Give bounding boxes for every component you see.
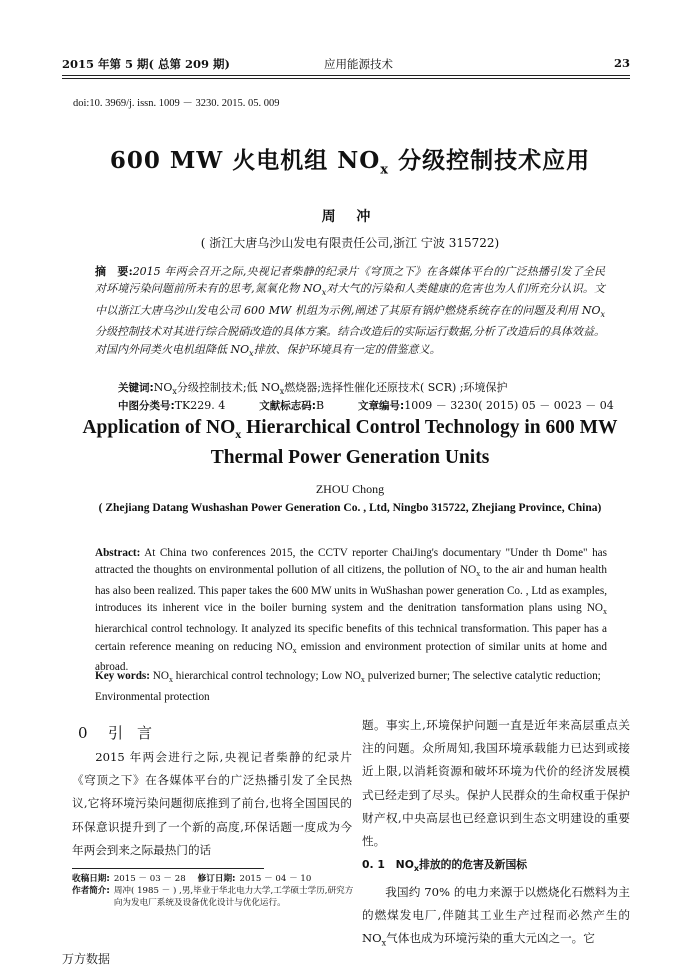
author-en: ZHOU Chong <box>315 482 385 496</box>
title-cn: 600 MW 火电机组 $NO_x$ 分级控制技术应用 <box>109 147 591 178</box>
section-number: 0 <box>78 724 88 742</box>
footer-watermark: 万方数据 <box>62 952 111 966</box>
abstract-en-label: Abstract: <box>95 547 141 559</box>
classification-line: 中图分类号:TK229. 4 文献标志码:B 文章编号:1009 － 3230( 2015) 05 － 0023 － 04 <box>118 399 614 412</box>
body-column-right <box>362 714 630 955</box>
author-cn: 周 冲 <box>321 209 379 225</box>
subsection-heading: 0. 1 $NO_x$排放的的危害及新国标 <box>362 858 528 874</box>
keywords-en: Key words: $NO_x$ hierarchical control technology; Low $NO_x$ pulverized burner; The selective catalytic reduction; Environmental protection <box>95 670 601 703</box>
section-heading-intro <box>78 722 166 743</box>
article-number: 1009 － 3230( 2015) 05 － 0023 － 04 <box>404 399 614 412</box>
revised-date: 2015 － 04 － 10 <box>239 874 312 884</box>
section-title: 引言 <box>108 724 167 742</box>
affiliation-cn: ( 浙江大唐乌沙山发电有限责任公司,浙江 宁波 315722) <box>200 236 500 250</box>
footnote-rule <box>72 868 264 869</box>
page-number: 23 <box>613 56 630 70</box>
abstract-cn: 摘 要:2015 年两会召开之际,央视记者柴静的纪录片《穹顶之下》在各媒体平台的广泛热播引发了全民对环境污染问题前所未有的思考,氮氧化物 $NO_x$对大气的污染和人类健康的危害也为人们所充分认识。文中以浙江大唐乌沙山发电公司 600 MW 机组为示例,阐述了其原有锅炉燃烧系统存在的问题及利用 $NO_x$分级控制技术对其进行综合脱硝改造的具体方案。结合改造后的实际运行数据,分析了改造后的具体效益。对国内外同类火电机组降低 $NO_x$排放、保护环境具有一定的借鉴意义。 <box>95 265 606 358</box>
keywords-cn-label: 关键词: <box>118 382 154 394</box>
clc-number: TK229. 4 <box>174 399 226 412</box>
abstract-en: Abstract: At China two conferences 2015, the CCTV reporter ChaiJing's documentary "Under th Dome" has attracted the thoughts on environmental pollution of all citizens, the pollution of $NO_x$ to the air and human health has also been realized. This paper takes the 600 MW units in WuShashan power generation Co. , Ltd as examples, introduces its inherent vice in the boiler burning system and the denitration tansformation plans using $NO_x$ hierarchical control technology. It analyzed its specific benefits of this technical transformation. This paper has a certain reference meaning on reducing $NO_x$ emission and environment protection of similar units at home and abroad. <box>95 547 608 674</box>
abstract-cn-label: 摘 要: <box>95 265 133 278</box>
header-rule-thin <box>62 78 630 79</box>
author-bio: 周冲( 1985 － ) ,男,毕业于华北电力大学,工学硕士学历,研究方向为发电厂系统及设备优化设计与优化运行。 <box>113 886 354 908</box>
issue-info: 2015 年第 5 期( 总第 209 期) <box>62 57 230 71</box>
body-paragraph: 2015 年两会进行之际,央视记者柴静的纪录片《穹顶之下》在各媒体平台的广泛热播引发了全民热议,它将环境污染问题彻底推到了前台,也将全国国民的环保意识提升到了一个新的高度,环保话题一度成为今年两会到来之际最热门的话 <box>72 750 352 857</box>
keywords-cn: 关键词$:NO_x$分级控制技术;低 $NO_x$燃烧器;选择性催化还原技术( SCR) ;环境保护 <box>118 381 508 397</box>
title-en: Application of $NO_x$ Hierarchical Control Technology in 600 MW Thermal Power Generation Units <box>82 417 618 468</box>
affiliation-en: ( Zhejiang Datang Wushashan Power Generation Co. , Ltd, Ningbo 315722, Zhejiang Province, China) <box>98 502 602 514</box>
body-paragraph: 题。事实上,环境保护问题一直是近年来高层重点关注的问题。众所周知,我国环境承载能力已达到或接近上限,以消耗资源和破坏环境为代价的经济发展模式已经走到了尽头。保护人民群众的生命权重于保护财产权,中央高层也已经意识到生态文明建设的重要性。 <box>362 718 630 849</box>
body-column-left <box>72 746 352 862</box>
received-date: 2015 － 03 － 28 <box>113 874 186 884</box>
journal-name: 应用能源技术 <box>324 57 393 71</box>
header-rule-thick <box>62 75 630 76</box>
footnote: 收稿日期: 2015 － 03 － 28 修订日期: 2015 － 04 － 10 作者简介: 周冲( 1985 － ) ,男,毕业于华北电力大学,工学硕士学历,研究方向为发电厂系统及设备优化设计与优化运行。 <box>72 873 357 909</box>
keywords-en-label: Key words: <box>95 670 150 682</box>
doi: doi:10. 3969/j. issn. 1009 － 3230. 2015. 05. 009 <box>73 98 280 109</box>
document-code: B <box>315 399 325 412</box>
body-paragraph: 我国约 70% 的电力来源于以燃烧化石燃料为主的燃煤发电厂,伴随其工业生产过程而必然产生的 $NO_x$气体也成为环境污染的重大元凶之一。它 <box>362 884 630 948</box>
